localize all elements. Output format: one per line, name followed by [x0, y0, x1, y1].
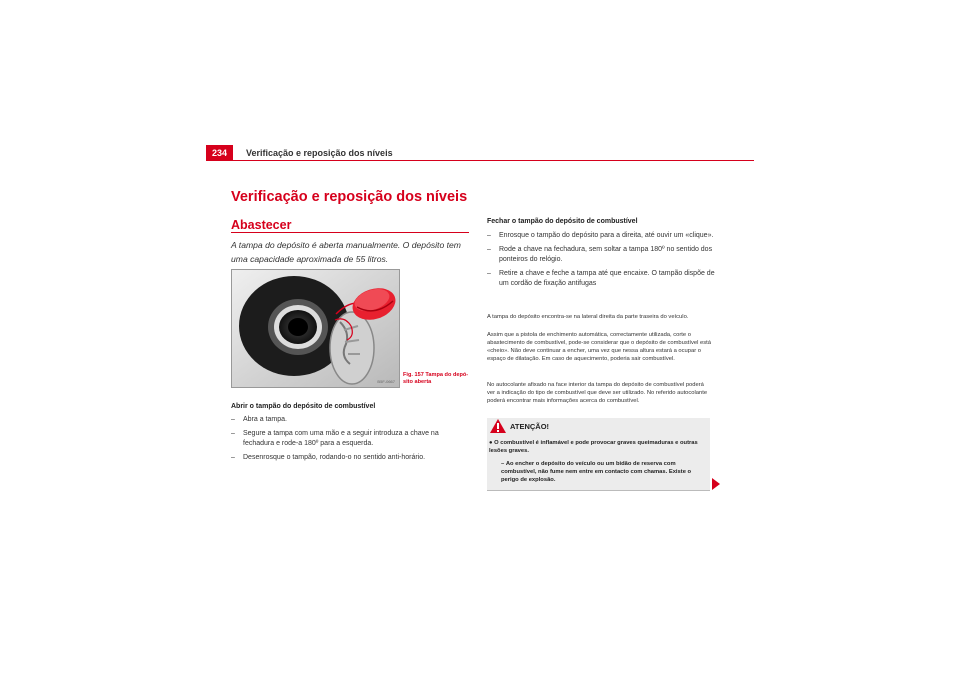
section-title: Abastecer [231, 218, 292, 232]
warning-title: ATENÇÃO! [510, 421, 550, 431]
close-cap-step: – Retire a chave e feche a tampa até que encaixe. O tampão dispõe de um cordão de fixação antifugas [487, 270, 715, 287]
warning-item: ● O combustível é inflamável e pode provocar graves queimaduras e outras lesões graves. [489, 440, 698, 454]
note-paragraph: Assim que a pistola de enchimento automática, correctamente utilizada, corte o abastecimento de combustível, pode-se considerar que o depósito de combustível está «cheio». Não deve continuar a encher, uma vez que nessa altura estará a ocupar o espaço de dilatação. Em caso de aquecimento, poderia sair combustível. [487, 332, 711, 362]
section-rule [231, 232, 469, 233]
section-intro: A tampa do depósito é aberta manualmente. O depósito tem uma capacidade aproximada de 55 litros. [231, 240, 461, 264]
warning-triangle-icon [489, 418, 507, 434]
close-cap-heading: Fechar o tampão do depósito de combustível [487, 218, 638, 225]
warning-header [487, 418, 549, 434]
fuel-cap-illustration [232, 270, 399, 387]
note-paragraph: No autocolante afixado na face interior da tampa do depósito de combustível poderá ver a indicação do tipo de combustível que deve ser utilizado. No referido autocolante poderá encontrar mais informações acerca do combustível. [487, 382, 708, 404]
header-rule [233, 160, 754, 161]
dash-marker: – [501, 461, 506, 467]
continue-arrow-icon [712, 478, 720, 490]
open-cap-steps [231, 415, 469, 467]
open-cap-step: – Desenrosque o tampão, rodando-o no sentido anti-horário. [231, 454, 426, 461]
warning-subitem: – Ao encher o depósito do veículo ou um bidão de reserva com combustível, não fume nem entre em contacto com chamas. Existe o perigo de explosão. [501, 461, 692, 483]
warning-box [487, 418, 710, 491]
open-cap-step: – Segure a tampa com uma mão e a seguir introduza a chave na fechadura e rode-a 180º para a esquerda. [231, 430, 439, 447]
page-header [206, 145, 754, 161]
open-cap-heading: Abrir o tampão do depósito de combustível [231, 403, 376, 410]
close-cap-step: – Enrosque o tampão do depósito para a direita, até ouvir um «clique». [487, 232, 714, 239]
running-header-title: Verificação e reposição dos níveis [246, 148, 393, 158]
figure-caption: Fig. 157 Tampa do depó-sito aberta [403, 372, 469, 385]
bullet-icon: ● [489, 440, 495, 446]
open-cap-step: – Abra a tampa. [231, 416, 287, 423]
close-cap-step: – Rode a chave na fechadura, sem soltar a tampa 180º no sentido dos ponteiros do relógio. [487, 246, 713, 263]
page-number: 234 [206, 145, 233, 161]
note-paragraph: A tampa do depósito encontra-se na lateral direita da parte traseira do veículo. [487, 314, 689, 320]
figure-code: B5F-0667 [377, 379, 395, 384]
close-cap-steps [487, 231, 715, 293]
page-title: Verificação e reposição dos níveis [231, 189, 468, 205]
fuel-cap-figure [231, 269, 400, 388]
